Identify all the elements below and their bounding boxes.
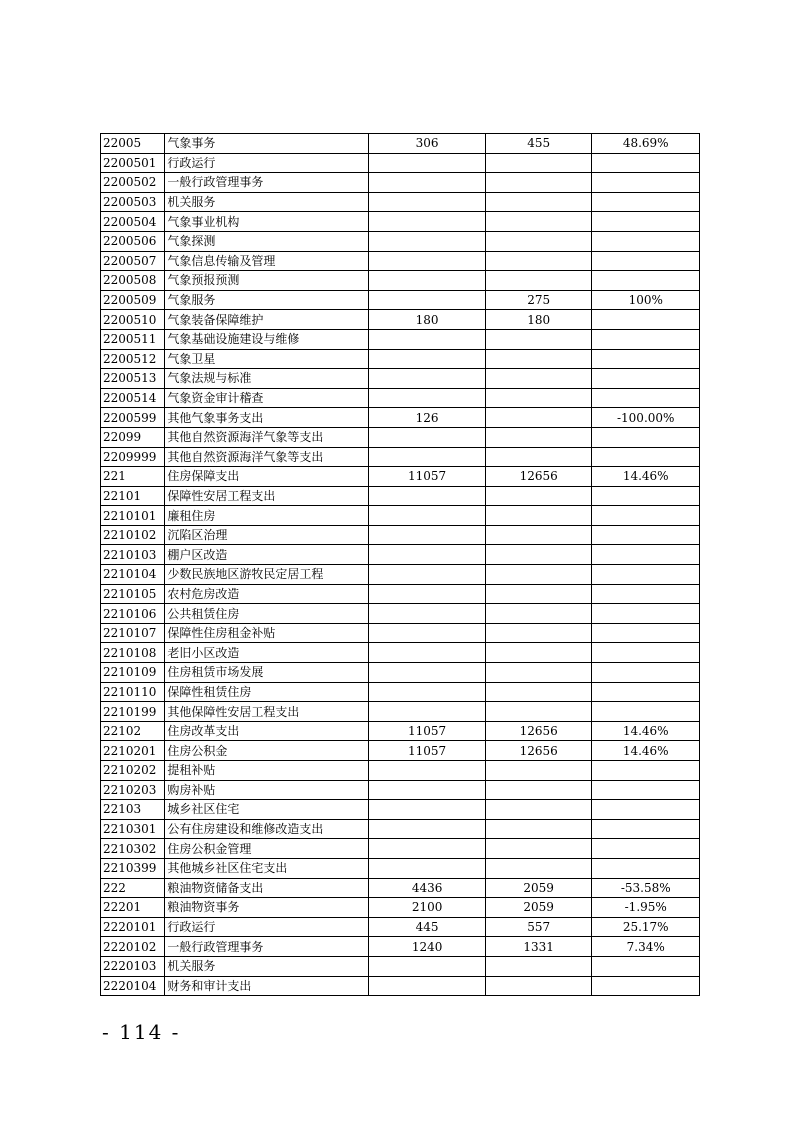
curr-value-cell [485,682,592,702]
curr-value-cell [485,271,592,291]
name-cell: 气象信息传输及管理 [165,251,369,271]
prev-value-cell [369,682,486,702]
prev-value-cell: 180 [369,310,486,330]
table-row [101,173,700,193]
name-cell: 其他自然资源海洋气象等支出 [165,427,369,447]
table-row [101,604,700,624]
name-cell: 其他城乡社区住宅支出 [165,858,369,878]
code-cell: 2200510 [101,310,165,330]
table-row [101,937,700,957]
prev-value-cell [369,604,486,624]
prev-value-cell: 1240 [369,937,486,957]
curr-value-cell [485,545,592,565]
curr-value-cell [485,369,592,389]
prev-value-cell [369,702,486,722]
code-cell: 2210107 [101,623,165,643]
name-cell: 气象资金审计稽查 [165,388,369,408]
curr-value-cell [485,329,592,349]
code-cell: 2210102 [101,525,165,545]
curr-value-cell [485,858,592,878]
curr-value-cell [485,839,592,859]
change-pct-cell [592,956,700,976]
curr-value-cell: 180 [485,310,592,330]
prev-value-cell: 11057 [369,721,486,741]
table-row [101,761,700,781]
name-cell: 一般行政管理事务 [165,173,369,193]
change-pct-cell [592,643,700,663]
code-cell: 2200508 [101,271,165,291]
prev-value-cell: 306 [369,134,486,154]
name-cell: 气象基础设施建设与维修 [165,329,369,349]
change-pct-cell [592,388,700,408]
curr-value-cell: 2059 [485,878,592,898]
curr-value-cell [485,486,592,506]
name-cell: 住房改革支出 [165,721,369,741]
curr-value-cell [485,388,592,408]
curr-value-cell [485,153,592,173]
code-cell: 2220102 [101,937,165,957]
curr-value-cell [485,623,592,643]
change-pct-cell [592,819,700,839]
code-cell: 2200509 [101,290,165,310]
change-pct-cell: -1.95% [592,898,700,918]
table-row [101,741,700,761]
code-cell: 22103 [101,800,165,820]
change-pct-cell [592,192,700,212]
table-row [101,329,700,349]
table-row [101,134,700,154]
name-cell: 住房公积金 [165,741,369,761]
change-pct-cell [592,369,700,389]
name-cell: 财务和审计支出 [165,976,369,996]
curr-value-cell: 12656 [485,721,592,741]
code-cell: 2210103 [101,545,165,565]
name-cell: 其他保障性安居工程支出 [165,702,369,722]
curr-value-cell [485,663,592,683]
prev-value-cell [369,231,486,251]
name-cell: 老旧小区改造 [165,643,369,663]
code-cell: 22099 [101,427,165,447]
name-cell: 气象探测 [165,231,369,251]
change-pct-cell [592,271,700,291]
prev-value-cell [369,153,486,173]
change-pct-cell [592,976,700,996]
code-cell: 2200511 [101,329,165,349]
change-pct-cell [592,231,700,251]
name-cell: 住房公积金管理 [165,839,369,859]
code-cell: 22201 [101,898,165,918]
code-cell: 2210101 [101,506,165,526]
code-cell: 2200503 [101,192,165,212]
change-pct-cell [592,604,700,624]
table-row [101,251,700,271]
name-cell: 廉租住房 [165,506,369,526]
prev-value-cell [369,780,486,800]
code-cell: 2220104 [101,976,165,996]
code-cell: 2200513 [101,369,165,389]
name-cell: 公有住房建设和维修改造支出 [165,819,369,839]
table-row [101,584,700,604]
change-pct-cell [592,153,700,173]
change-pct-cell: 7.34% [592,937,700,957]
name-cell: 保障性安居工程支出 [165,486,369,506]
curr-value-cell: 1331 [485,937,592,957]
name-cell: 保障性住房租金补贴 [165,623,369,643]
table-row [101,643,700,663]
prev-value-cell [369,839,486,859]
curr-value-cell [485,565,592,585]
change-pct-cell [592,623,700,643]
table-row [101,898,700,918]
code-cell: 2210302 [101,839,165,859]
curr-value-cell [485,173,592,193]
prev-value-cell: 11057 [369,741,486,761]
table-row [101,682,700,702]
curr-value-cell: 275 [485,290,592,310]
name-cell: 气象法规与标准 [165,369,369,389]
name-cell: 住房租赁市场发展 [165,663,369,683]
table-row [101,290,700,310]
code-cell: 2210201 [101,741,165,761]
name-cell: 粮油物资事务 [165,898,369,918]
code-cell: 22101 [101,486,165,506]
curr-value-cell [485,212,592,232]
change-pct-cell [592,173,700,193]
table-row [101,408,700,428]
prev-value-cell: 2100 [369,898,486,918]
table-row [101,388,700,408]
curr-value-cell [485,956,592,976]
prev-value-cell [369,976,486,996]
code-cell: 2200512 [101,349,165,369]
name-cell: 气象服务 [165,290,369,310]
prev-value-cell [369,486,486,506]
change-pct-cell: 25.17% [592,917,700,937]
table-row [101,702,700,722]
change-pct-cell: 100% [592,290,700,310]
name-cell: 公共租赁住房 [165,604,369,624]
name-cell: 机关服务 [165,956,369,976]
change-pct-cell [592,349,700,369]
table-row [101,780,700,800]
code-cell: 2210108 [101,643,165,663]
code-cell: 2209999 [101,447,165,467]
table-row [101,663,700,683]
table-row [101,231,700,251]
curr-value-cell [485,584,592,604]
code-cell: 2200501 [101,153,165,173]
code-cell: 2220101 [101,917,165,937]
code-cell: 22102 [101,721,165,741]
curr-value-cell: 12656 [485,741,592,761]
budget-table-body [101,134,700,996]
page-number: - 114 - [102,1020,181,1044]
change-pct-cell [592,702,700,722]
change-pct-cell: 48.69% [592,134,700,154]
name-cell: 机关服务 [165,192,369,212]
curr-value-cell: 455 [485,134,592,154]
change-pct-cell [592,506,700,526]
code-cell: 2210301 [101,819,165,839]
prev-value-cell: 4436 [369,878,486,898]
prev-value-cell [369,623,486,643]
prev-value-cell [369,643,486,663]
change-pct-cell [592,800,700,820]
table-row [101,976,700,996]
table-row [101,878,700,898]
prev-value-cell [369,800,486,820]
table-row [101,623,700,643]
code-cell: 2220103 [101,956,165,976]
code-cell: 2210104 [101,565,165,585]
table-row [101,447,700,467]
code-cell: 2200599 [101,408,165,428]
prev-value-cell [369,545,486,565]
table-row [101,956,700,976]
curr-value-cell: 557 [485,917,592,937]
curr-value-cell [485,702,592,722]
change-pct-cell [592,447,700,467]
code-cell: 2200504 [101,212,165,232]
curr-value-cell: 2059 [485,898,592,918]
name-cell: 农村危房改造 [165,584,369,604]
code-cell: 2210109 [101,663,165,683]
name-cell: 一般行政管理事务 [165,937,369,957]
table-row [101,212,700,232]
name-cell: 其他气象事务支出 [165,408,369,428]
change-pct-cell [592,858,700,878]
curr-value-cell [485,251,592,271]
name-cell: 其他自然资源海洋气象等支出 [165,447,369,467]
change-pct-cell: 14.46% [592,721,700,741]
table-row [101,917,700,937]
change-pct-cell [592,682,700,702]
code-cell: 2210399 [101,858,165,878]
code-cell: 2210110 [101,682,165,702]
budget-table [100,133,700,996]
code-cell: 222 [101,878,165,898]
code-cell: 2200502 [101,173,165,193]
prev-value-cell [369,447,486,467]
code-cell: 2210203 [101,780,165,800]
name-cell: 气象装备保障维护 [165,310,369,330]
prev-value-cell [369,819,486,839]
table-row [101,153,700,173]
change-pct-cell [592,545,700,565]
prev-value-cell: 445 [369,917,486,937]
name-cell: 棚户区改造 [165,545,369,565]
table-row [101,506,700,526]
code-cell: 2210199 [101,702,165,722]
prev-value-cell [369,388,486,408]
table-row [101,310,700,330]
curr-value-cell [485,408,592,428]
code-cell: 2200507 [101,251,165,271]
name-cell: 气象事业机构 [165,212,369,232]
prev-value-cell [369,329,486,349]
curr-value-cell [485,231,592,251]
name-cell: 提租补贴 [165,761,369,781]
prev-value-cell [369,349,486,369]
curr-value-cell [485,643,592,663]
name-cell: 行政运行 [165,917,369,937]
name-cell: 行政运行 [165,153,369,173]
table-row [101,427,700,447]
table-row [101,858,700,878]
prev-value-cell [369,663,486,683]
name-cell: 购房补贴 [165,780,369,800]
table-row [101,819,700,839]
change-pct-cell: 14.46% [592,741,700,761]
change-pct-cell [592,761,700,781]
change-pct-cell: -100.00% [592,408,700,428]
curr-value-cell [485,604,592,624]
curr-value-cell [485,349,592,369]
change-pct-cell [592,565,700,585]
prev-value-cell [369,858,486,878]
prev-value-cell: 126 [369,408,486,428]
table-row [101,839,700,859]
code-cell: 2200506 [101,231,165,251]
prev-value-cell [369,584,486,604]
prev-value-cell [369,212,486,232]
change-pct-cell [592,251,700,271]
table-row [101,486,700,506]
name-cell: 气象事务 [165,134,369,154]
change-pct-cell [592,839,700,859]
name-cell: 沉陷区治理 [165,525,369,545]
prev-value-cell [369,506,486,526]
prev-value-cell [369,290,486,310]
table-row [101,467,700,487]
change-pct-cell [592,212,700,232]
change-pct-cell: 14.46% [592,467,700,487]
prev-value-cell [369,369,486,389]
prev-value-cell [369,173,486,193]
table-row [101,525,700,545]
prev-value-cell [369,192,486,212]
curr-value-cell [485,819,592,839]
name-cell: 住房保障支出 [165,467,369,487]
code-cell: 2210105 [101,584,165,604]
table-row [101,565,700,585]
change-pct-cell [592,584,700,604]
table-row [101,192,700,212]
curr-value-cell [485,192,592,212]
curr-value-cell [485,447,592,467]
prev-value-cell [369,427,486,447]
name-cell: 城乡社区住宅 [165,800,369,820]
change-pct-cell [592,310,700,330]
change-pct-cell [592,525,700,545]
curr-value-cell [485,780,592,800]
prev-value-cell [369,761,486,781]
name-cell: 粮油物资储备支出 [165,878,369,898]
change-pct-cell: -53.58% [592,878,700,898]
name-cell: 保障性租赁住房 [165,682,369,702]
table-row [101,271,700,291]
prev-value-cell [369,565,486,585]
table-row [101,800,700,820]
curr-value-cell [485,506,592,526]
code-cell: 2210202 [101,761,165,781]
change-pct-cell [592,780,700,800]
change-pct-cell [592,427,700,447]
code-cell: 221 [101,467,165,487]
name-cell: 气象预报预测 [165,271,369,291]
table-row [101,721,700,741]
table-row [101,369,700,389]
prev-value-cell: 11057 [369,467,486,487]
curr-value-cell: 12656 [485,467,592,487]
code-cell: 2200514 [101,388,165,408]
prev-value-cell [369,956,486,976]
change-pct-cell [592,329,700,349]
change-pct-cell [592,663,700,683]
table-row [101,349,700,369]
curr-value-cell [485,761,592,781]
prev-value-cell [369,525,486,545]
code-cell: 22005 [101,134,165,154]
table-row [101,545,700,565]
curr-value-cell [485,525,592,545]
curr-value-cell [485,976,592,996]
change-pct-cell [592,486,700,506]
curr-value-cell [485,427,592,447]
prev-value-cell [369,271,486,291]
curr-value-cell [485,800,592,820]
prev-value-cell [369,251,486,271]
code-cell: 2210106 [101,604,165,624]
name-cell: 少数民族地区游牧民定居工程 [165,565,369,585]
name-cell: 气象卫星 [165,349,369,369]
